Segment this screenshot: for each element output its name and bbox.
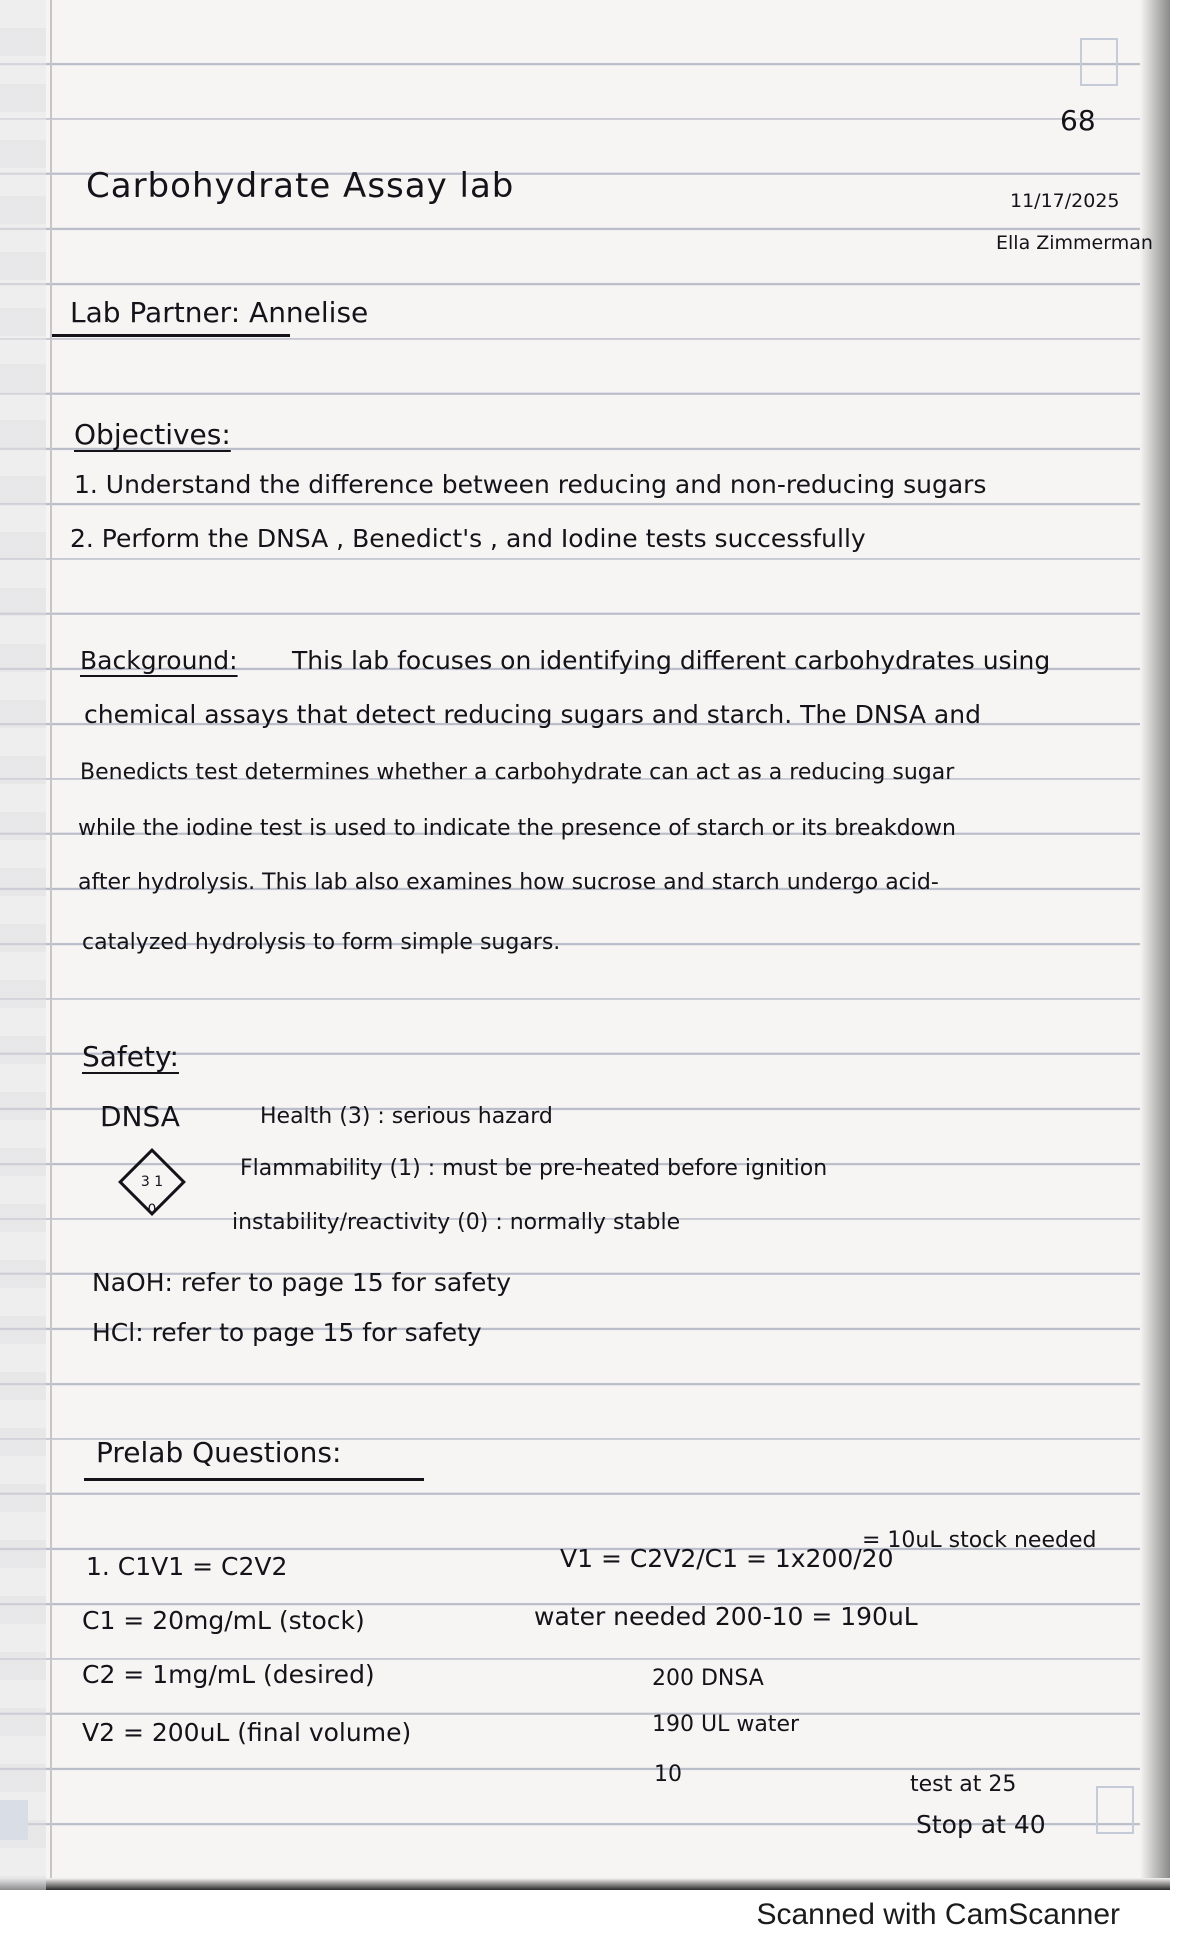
water-needed: water needed 200-10 = 190uL bbox=[534, 1602, 918, 1631]
prelab-underline bbox=[84, 1478, 424, 1481]
safety-heading: Safety: bbox=[82, 1040, 179, 1073]
background-heading: Background: bbox=[80, 646, 238, 675]
page-title: Carbohydrate Assay lab bbox=[86, 166, 515, 206]
prelab-line: C2 = 1mg/mL (desired) bbox=[82, 1660, 375, 1689]
v1-equation: V1 = C2V2/C1 = 1x200/20 bbox=[560, 1544, 894, 1573]
v1-result: = 10uL stock needed bbox=[862, 1528, 1097, 1553]
mix-line: 10 bbox=[654, 1762, 682, 1787]
author-name: Ella Zimmerman bbox=[996, 232, 1153, 254]
scanner-watermark: Scanned with CamScanner bbox=[756, 1898, 1120, 1931]
binder-clip bbox=[0, 1800, 28, 1840]
dnsa-label: DNSA bbox=[100, 1100, 180, 1133]
background-line: while the iodine test is used to indicate the presence of starch or its breakdown bbox=[78, 816, 956, 841]
page-bottom-edge bbox=[0, 1878, 1170, 1890]
dnsa-health: Health (3) : serious hazard bbox=[260, 1104, 553, 1129]
background-line: after hydrolysis. This lab also examines how sucrose and starch undergo acid- bbox=[78, 870, 939, 895]
objective-item: 2. Perform the DNSA , Benedict's , and Iodine tests successfully bbox=[70, 524, 866, 553]
nfpa-diamond-label: 3 1 0 bbox=[140, 1174, 164, 1218]
prelab-line: V2 = 200uL (final volume) bbox=[82, 1718, 412, 1747]
mix-line: 200 DNSA bbox=[652, 1666, 764, 1691]
objective-item: 1. Understand the difference between reducing and non-reducing sugars bbox=[74, 470, 987, 499]
lab-partner: Lab Partner: Annelise bbox=[70, 296, 369, 329]
date: 11/17/2025 bbox=[1010, 190, 1120, 212]
prelab-line: C1 = 20mg/mL (stock) bbox=[82, 1606, 365, 1635]
background-line: Benedicts test determines whether a carbohydrate can act as a reducing sugar bbox=[80, 760, 955, 785]
hcl-safety: HCl: refer to page 15 for safety bbox=[92, 1318, 482, 1347]
corner-mark bbox=[1096, 1786, 1134, 1834]
background-line: chemical assays that detect reducing sugars and starch. The DNSA and bbox=[84, 700, 981, 729]
mix-line: 190 UL water bbox=[652, 1712, 800, 1737]
note-line: test at 25 bbox=[910, 1772, 1017, 1797]
prelab-line: 1. C1V1 = C2V2 bbox=[86, 1552, 288, 1581]
lab-partner-underline bbox=[52, 334, 290, 337]
dnsa-flammability: Flammability (1) : must be pre-heated before ignition bbox=[240, 1156, 828, 1181]
note-line: Stop at 40 bbox=[916, 1810, 1046, 1839]
dnsa-instability: instability/reactivity (0) : normally stable bbox=[232, 1210, 681, 1235]
page-edge-shadow bbox=[1140, 0, 1170, 1890]
prelab-heading: Prelab Questions: bbox=[96, 1436, 342, 1469]
background-line: This lab focuses on identifying different carbohydrates using bbox=[292, 646, 1051, 675]
naoh-safety: NaOH: refer to page 15 for safety bbox=[92, 1268, 512, 1297]
corner-mark bbox=[1080, 38, 1118, 86]
page-number: 68 bbox=[1060, 104, 1096, 137]
background-line: catalyzed hydrolysis to form simple sugars. bbox=[82, 930, 561, 955]
objectives-heading: Objectives: bbox=[74, 418, 231, 451]
